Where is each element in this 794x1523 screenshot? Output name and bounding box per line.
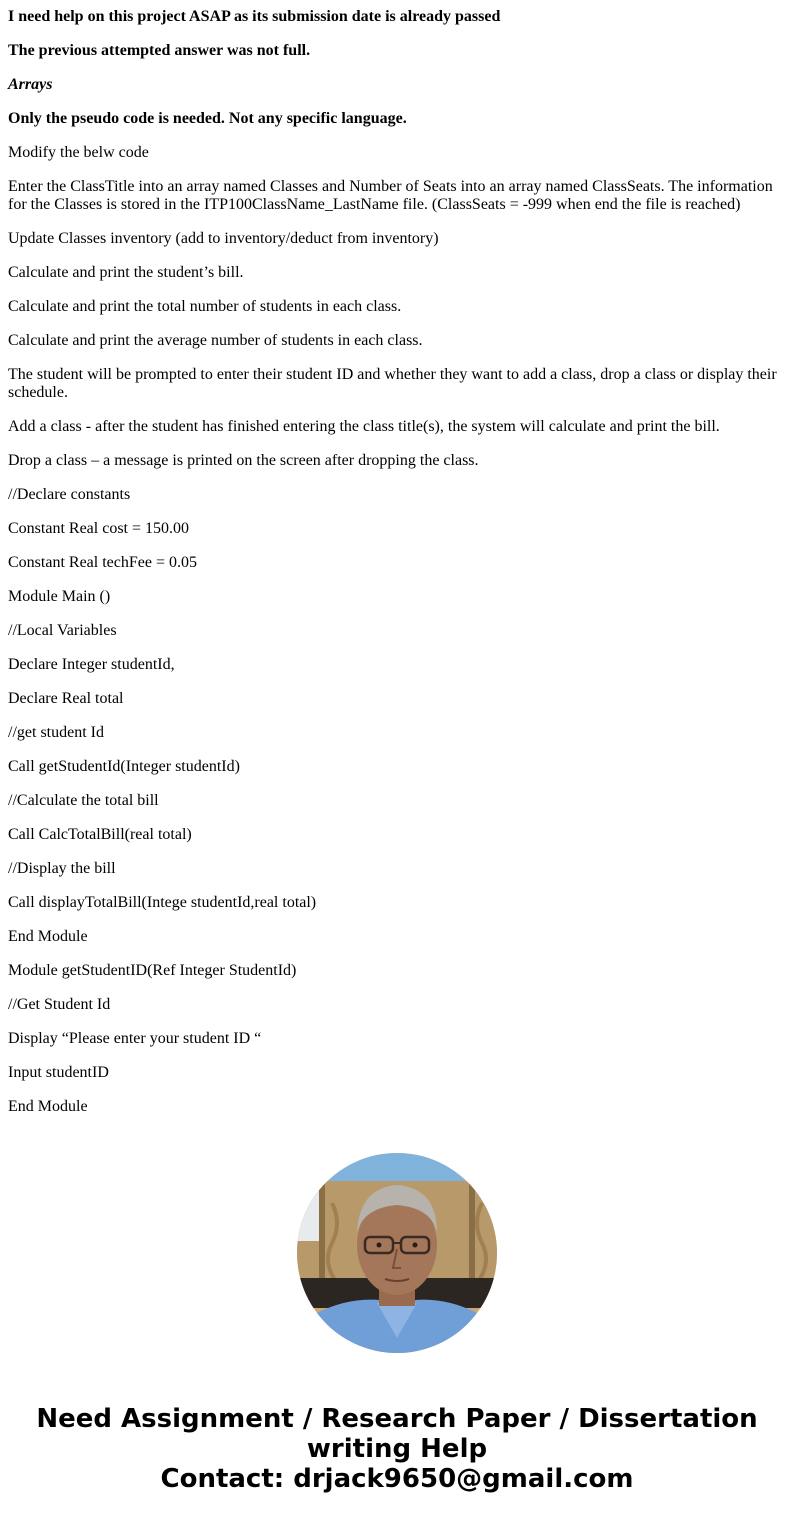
paragraph: Update Classes inventory (add to inventory/deduct from inventory) [8, 230, 439, 247]
code-line: End Module [8, 928, 88, 945]
contact-email: Contact: drjack9650@gmail.com [160, 1464, 634, 1494]
paragraph: The previous attempted answer was not full. [8, 42, 311, 59]
code-line: //Declare constants [8, 486, 131, 503]
paragraph: Add a class - after the student has finished entering the class title(s), the system will calculate and print the bill. [8, 418, 720, 435]
code-line: //Get Student Id [8, 996, 111, 1013]
code-line: Call displayTotalBill(Intege studentId,real total) [8, 894, 317, 911]
document-body [0, 8, 794, 1116]
code-line: End Module [8, 1098, 88, 1115]
portrait-image [297, 1153, 497, 1353]
code-line: Module getStudentID(Ref Integer StudentId) [8, 962, 297, 979]
code-line: Input studentID [8, 1064, 109, 1081]
code-line: Declare Integer studentId, [8, 656, 175, 673]
paragraph: Calculate and print the average number of students in each class. [8, 332, 423, 349]
code-line: //Local Variables [8, 622, 117, 639]
paragraph: Modify the belw code [8, 144, 149, 161]
paragraph: Only the pseudo code is needed. Not any specific language. [8, 110, 407, 127]
paragraph: Calculate and print the total number of students in each class. [8, 298, 402, 315]
paragraph: Calculate and print the student’s bill. [8, 264, 244, 281]
promo-banner [0, 1404, 794, 1494]
paragraph: Enter the ClassTitle into an array named Classes and Number of Seats into an array named ClassSeats. The information for the Classes is stored in the ITP100ClassName_LastName file. (ClassSeats = -999 when end the file is reached) [8, 178, 773, 213]
section-heading: Arrays [8, 76, 53, 93]
code-line: Constant Real techFee = 0.05 [8, 554, 197, 571]
paragraph: The student will be prompted to enter their student ID and whether they want to add a class, drop a class or display their schedule. [8, 366, 777, 401]
code-line: Module Main () [8, 588, 111, 605]
code-line: //Calculate the total bill [8, 792, 159, 809]
code-line: Display “Please enter your student ID “ [8, 1030, 262, 1047]
code-line: Call getStudentId(Integer studentId) [8, 758, 240, 775]
code-line: //get student Id [8, 724, 104, 741]
code-line: Call CalcTotalBill(real total) [8, 826, 192, 843]
code-line: //Display the bill [8, 860, 116, 877]
avatar-container [0, 1153, 794, 1353]
paragraph: I need help on this project ASAP as its submission date is already passed [8, 8, 501, 25]
promo-line: Need Assignment / Research Paper / Dissertation [36, 1404, 758, 1434]
promo-line: writing Help [306, 1434, 488, 1464]
code-line: Declare Real total [8, 690, 124, 707]
paragraph: Drop a class – a message is printed on the screen after dropping the class. [8, 452, 479, 469]
code-line: Constant Real cost = 150.00 [8, 520, 190, 537]
avatar [297, 1153, 497, 1353]
